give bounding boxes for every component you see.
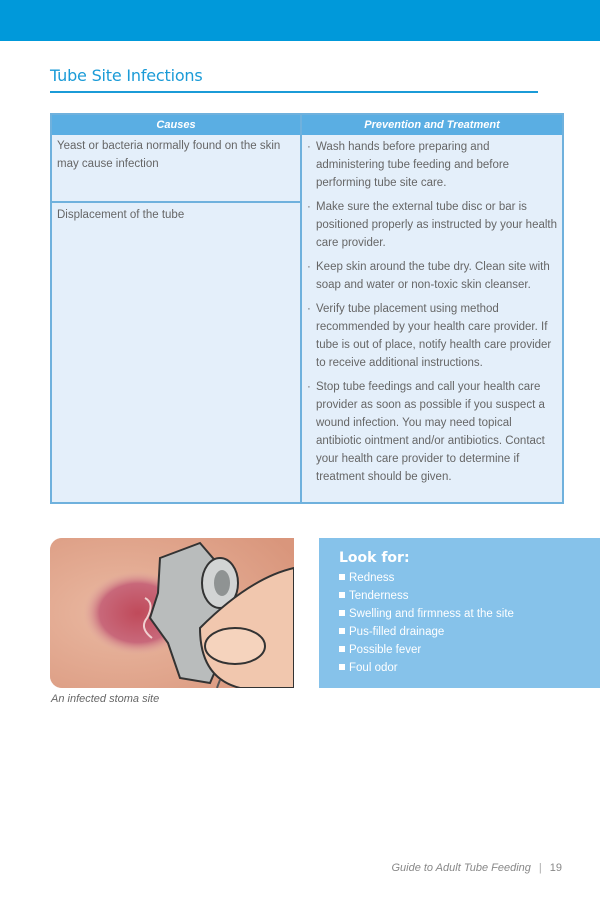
page-title: Tube Site Infections (50, 66, 203, 85)
list-item (339, 659, 514, 677)
list-item-label: Possible fever (349, 644, 422, 656)
cause-cell: Displacement of the tube (57, 209, 185, 221)
header-causes: Causes (156, 119, 196, 131)
list-item-label: Pus-filled drainage (349, 626, 445, 638)
prevention-item: · Make sure the external tube disc or bar is positioned properly as instructed by your health care provider. (307, 198, 559, 252)
list-item-label: Swelling and firmness at the site (349, 608, 514, 620)
infections-table (50, 113, 564, 504)
square-bullet-icon (339, 646, 345, 652)
stoma-illustration (50, 538, 294, 688)
title-divider (50, 91, 538, 93)
square-bullet-icon (339, 628, 345, 634)
look-for-box (319, 538, 600, 688)
prevention-item: · Verify tube placement using method recommended by your health care provider. If tube is out of place, notify health care provider to receive additional instructions. (307, 300, 559, 372)
footer-separator: | (538, 862, 542, 874)
prevention-item: · Keep skin around the tube dry. Clean site with soap and water or non-toxic skin cleanser. (307, 258, 559, 294)
column-divider (300, 115, 302, 502)
list-item (339, 605, 514, 623)
look-for-title: Look for: (339, 550, 410, 566)
prevention-item: · Stop tube feedings and call your health care provider as soon as possible if you suspect a wound infection. You may need topical antibiotic ointment and/or antibiotics. Contact your health care provider to determine if treatment should be given. (307, 378, 559, 486)
guide-title: Guide to Adult Tube Feeding (391, 862, 531, 874)
list-item-label: Tenderness (349, 590, 409, 602)
figure-caption: An infected stoma site (51, 693, 160, 705)
list-item-label: Redness (349, 572, 395, 584)
square-bullet-icon (339, 664, 345, 670)
header-bar (0, 0, 600, 41)
prevention-item: · Wash hands before preparing and administering tube feeding and before performing tube site care. (307, 138, 559, 192)
table-header (52, 115, 562, 135)
square-bullet-icon (339, 610, 345, 616)
square-bullet-icon (339, 574, 345, 580)
cause-cell: Yeast or bacteria normally found on the skin may cause infection (57, 140, 281, 170)
list-item-label: Foul odor (349, 662, 398, 674)
prevention-list (307, 138, 559, 492)
square-bullet-icon (339, 592, 345, 598)
list-item (339, 587, 514, 605)
list-item (339, 623, 514, 641)
list-item (339, 569, 514, 587)
header-prevention: Prevention and Treatment (364, 119, 500, 131)
row-divider (52, 201, 300, 203)
page-number: 19 (549, 862, 562, 874)
page-footer (391, 862, 562, 874)
look-for-list (339, 569, 514, 677)
list-item (339, 641, 514, 659)
